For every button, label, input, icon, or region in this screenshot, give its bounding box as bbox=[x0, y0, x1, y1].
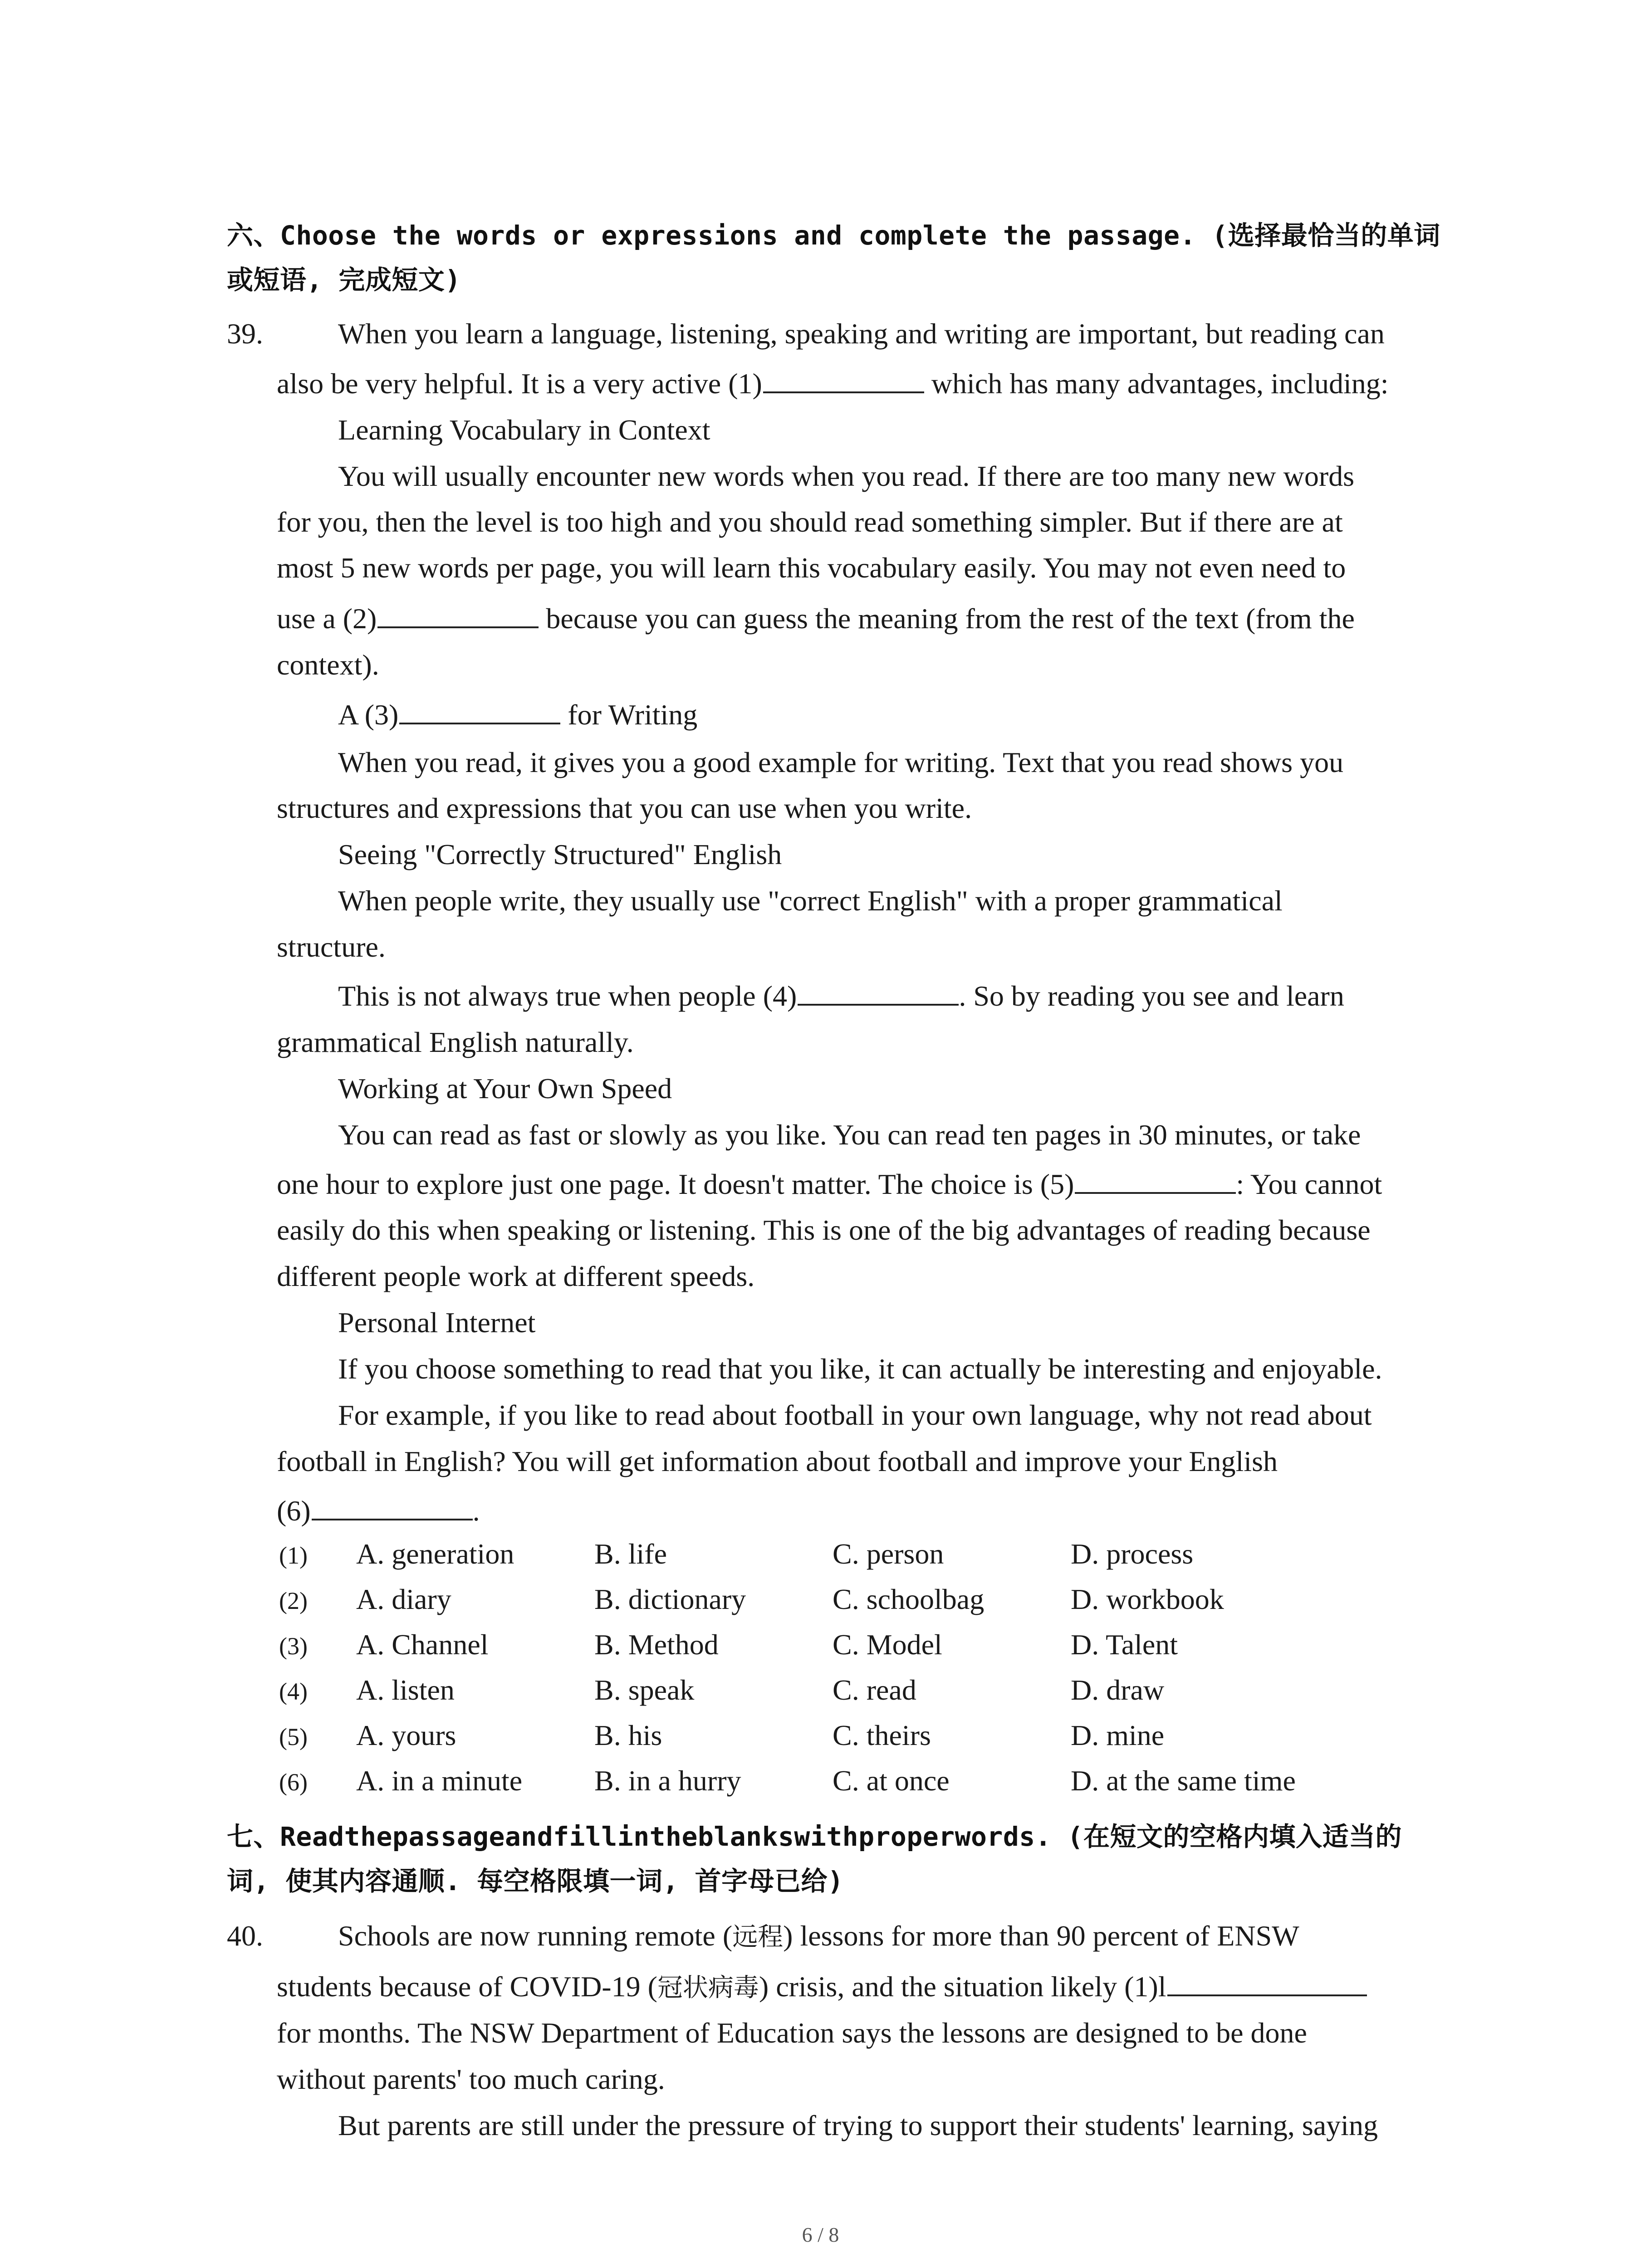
q40-gloss: 远程 bbox=[732, 1922, 784, 1952]
section-6-title-line1: 六、Choose the words or expressions and complete the passage. (选择最恰当的单词 bbox=[227, 220, 1440, 251]
q39-text: . So by reading you see and learn bbox=[959, 980, 1344, 1012]
option-b[interactable]: B. in a hurry bbox=[594, 1765, 741, 1797]
option-b[interactable]: B. dictionary bbox=[594, 1583, 746, 1615]
option-d[interactable]: D. workbook bbox=[1071, 1583, 1224, 1615]
option-d[interactable]: D. process bbox=[1071, 1538, 1194, 1570]
option-c[interactable]: C. read bbox=[833, 1674, 916, 1706]
blank-40-1[interactable] bbox=[1167, 1972, 1367, 1996]
q40-line bbox=[277, 1970, 1367, 2004]
q39-text: which has many advantages, including: bbox=[924, 367, 1389, 400]
q39-text: use a (2) bbox=[277, 602, 377, 635]
q39-heading-speed: Working at Your Own Speed bbox=[338, 1072, 672, 1105]
option-a[interactable]: A. generation bbox=[356, 1538, 514, 1570]
option-c[interactable]: C. Model bbox=[833, 1628, 942, 1661]
q39-line: If you choose something to read that you like, it can actually be interesting and enjoyable. bbox=[338, 1353, 1382, 1385]
q39-line: for you, then the level is too high and you should read something simpler. But if there are at bbox=[277, 506, 1343, 538]
q39-line bbox=[277, 1168, 1382, 1201]
q39-text: also be very helpful. It is a very active (1) bbox=[277, 367, 762, 400]
question-39-number: 39. bbox=[227, 318, 263, 350]
q39-text: one hour to explore just one page. It doesn't matter. The choice is (5) bbox=[277, 1168, 1074, 1200]
section-6-title bbox=[227, 213, 1443, 302]
option-row-number: (5) bbox=[279, 1723, 308, 1750]
q39-line bbox=[338, 980, 1344, 1012]
option-row-number: (6) bbox=[279, 1769, 308, 1796]
option-d[interactable]: D. at the same time bbox=[1071, 1765, 1296, 1797]
q39-line: most 5 new words per page, you will learn this vocabulary easily. You may not even need to bbox=[277, 552, 1346, 584]
blank-3[interactable] bbox=[399, 700, 560, 724]
option-row-number: (3) bbox=[279, 1633, 308, 1660]
q39-line: When you read, it gives you a good example for writing. Text that you read shows you bbox=[338, 746, 1344, 778]
blank-6[interactable] bbox=[312, 1496, 473, 1520]
option-c[interactable]: C. person bbox=[833, 1538, 944, 1570]
option-d[interactable]: D. mine bbox=[1071, 1719, 1165, 1751]
section-6-title-line2: 或短语, 完成短文) bbox=[227, 264, 461, 295]
q39-line bbox=[277, 367, 1389, 400]
q39-line: different people work at different speeds. bbox=[277, 1260, 755, 1292]
q39-heading-writing bbox=[338, 699, 697, 731]
option-a[interactable]: A. in a minute bbox=[356, 1765, 523, 1797]
q40-line: without parents' too much caring. bbox=[277, 2063, 665, 2095]
q40-gloss: 冠状病毒 bbox=[657, 1973, 759, 2003]
q39-heading-vocabulary: Learning Vocabulary in Context bbox=[338, 414, 710, 446]
q39-text: because you can guess the meaning from the rest of the text (from the bbox=[539, 602, 1355, 635]
option-row-number: (1) bbox=[279, 1542, 308, 1569]
blank-4[interactable] bbox=[798, 981, 959, 1006]
q39-line: football in English? You will get information about football and improve your English bbox=[277, 1445, 1278, 1477]
page-number: 6 / 8 bbox=[802, 2223, 839, 2246]
q39-heading-structured: Seeing "Correctly Structured" English bbox=[338, 838, 782, 870]
q40-line bbox=[338, 1920, 1299, 1954]
q39-line: structure. bbox=[277, 931, 386, 963]
blank-1[interactable] bbox=[763, 369, 924, 393]
q40-text: ) lessons for more than 90 percent of ENSW bbox=[783, 1920, 1299, 1952]
option-a[interactable]: A. listen bbox=[356, 1674, 455, 1706]
option-a[interactable]: A. Channel bbox=[356, 1628, 489, 1661]
q39-text: A (3) bbox=[338, 699, 399, 731]
q39-text: (6) bbox=[277, 1495, 311, 1527]
section-7-title-line2: 词, 使其内容通顺. 每空格限填一词, 首字母已给) bbox=[227, 1866, 844, 1897]
q39-text: . bbox=[472, 1495, 480, 1527]
option-a[interactable]: A. diary bbox=[356, 1583, 451, 1615]
section-7-title-line1: 七、Readthepassageandfillintheblankswithproperwords. (在短文的空格内填入适当的 bbox=[227, 1821, 1402, 1852]
q39-line bbox=[277, 1495, 480, 1527]
option-row-number: (2) bbox=[279, 1587, 308, 1614]
q39-line: You can read as fast or slowly as you like. You can read ten pages in 30 minutes, or take bbox=[338, 1119, 1361, 1151]
option-b[interactable]: B. Method bbox=[594, 1628, 719, 1661]
q40-line: for months. The NSW Department of Education says the lessons are designed to be done bbox=[277, 2017, 1307, 2049]
section-7-title bbox=[227, 1814, 1443, 1903]
blank-5[interactable] bbox=[1075, 1169, 1236, 1194]
q39-line: For example, if you like to read about football in your own language, why not read about bbox=[338, 1399, 1372, 1431]
option-d[interactable]: D. draw bbox=[1071, 1674, 1165, 1706]
blank-2[interactable] bbox=[377, 604, 539, 628]
option-b[interactable]: B. speak bbox=[594, 1674, 695, 1706]
q40-line: But parents are still under the pressure of trying to support their students' learning, saying bbox=[338, 2109, 1378, 2141]
q39-text: for Writing bbox=[560, 699, 698, 731]
option-a[interactable]: A. yours bbox=[356, 1719, 456, 1751]
option-d[interactable]: D. Talent bbox=[1071, 1628, 1178, 1661]
q39-text: This is not always true when people (4) bbox=[338, 980, 797, 1012]
option-b[interactable]: B. his bbox=[594, 1719, 662, 1751]
q39-heading-interest: Personal Internet bbox=[338, 1306, 536, 1339]
q40-text: students because of COVID-19 ( bbox=[277, 1970, 657, 2003]
q39-line: You will usually encounter new words when you read. If there are too many new words bbox=[338, 460, 1355, 492]
option-c[interactable]: C. at once bbox=[833, 1765, 950, 1797]
q40-text: Schools are now running remote ( bbox=[338, 1920, 733, 1952]
q39-text: : You cannot bbox=[1236, 1168, 1382, 1200]
q39-line: structures and expressions that you can use when you write. bbox=[277, 792, 972, 824]
q39-line: grammatical English naturally. bbox=[277, 1026, 634, 1058]
option-row-number: (4) bbox=[279, 1678, 308, 1705]
question-40-number: 40. bbox=[227, 1920, 263, 1952]
q39-line: When you learn a language, listening, speaking and writing are important, but reading can bbox=[338, 318, 1385, 350]
option-c[interactable]: C. theirs bbox=[833, 1719, 931, 1751]
q39-line: easily do this when speaking or listening. This is one of the big advantages of reading because bbox=[277, 1214, 1371, 1246]
q39-line bbox=[277, 602, 1355, 635]
q40-text: ) crisis, and the situation likely (1)l bbox=[759, 1970, 1166, 2003]
option-c[interactable]: C. schoolbag bbox=[833, 1583, 985, 1615]
q39-line: context). bbox=[277, 649, 379, 681]
q39-line: When people write, they usually use "correct English" with a proper grammatical bbox=[338, 885, 1283, 917]
option-b[interactable]: B. life bbox=[594, 1538, 667, 1570]
